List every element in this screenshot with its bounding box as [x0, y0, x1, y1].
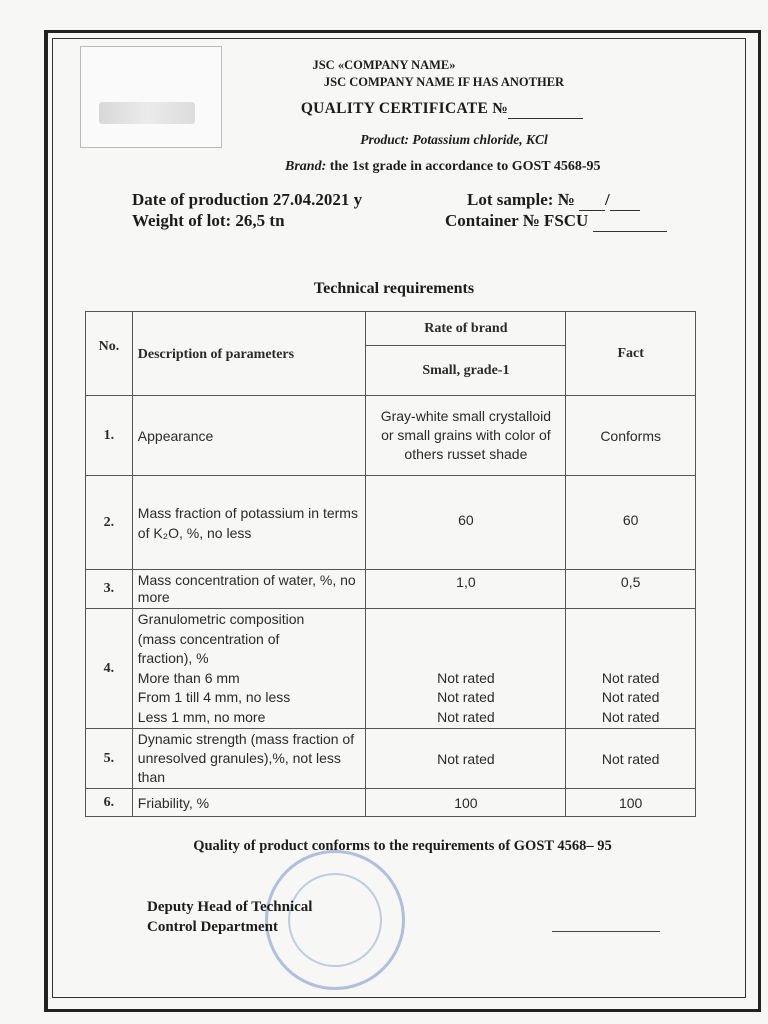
production-date: Date of production 27.04.2021 y — [132, 190, 363, 209]
table-header-row — [86, 312, 696, 346]
fact-line: Not rated — [601, 689, 660, 705]
row-rate: 100 — [366, 789, 566, 817]
desc-line: Less 1 mm, no more — [137, 708, 266, 725]
lot-sample-blank-1 — [579, 190, 605, 211]
rate-line: Not rated — [437, 708, 495, 725]
desc-line: (mass concentration of — [137, 630, 280, 647]
header-rate-sub: Small, grade-1 — [366, 346, 566, 396]
section-title: Technical requirements — [313, 280, 475, 297]
lot-sample — [467, 190, 640, 211]
row-fact-multiline — [566, 609, 696, 729]
signature-block — [147, 897, 312, 937]
table-row — [86, 789, 696, 817]
company-name: JSC «COMPANY NAME» — [312, 58, 456, 72]
row-fact: 60 — [566, 476, 696, 570]
product-line — [70, 132, 768, 148]
header-fact: Fact — [566, 312, 696, 396]
desc-line: More than 6 mm — [137, 669, 240, 686]
certificate-title — [58, 100, 768, 119]
row-rate: Gray-white small crystalloid or small grains with color of others russet shade — [366, 396, 566, 476]
brand-line — [285, 159, 601, 175]
row-rate: 60 — [366, 476, 566, 570]
signature-line — [552, 931, 660, 932]
rate-line: Not rated — [437, 669, 495, 686]
conformity-statement: Quality of product conforms to the requirements of GOST 4568– 95 — [193, 838, 612, 854]
row-description-multiline — [132, 609, 366, 729]
row-description: Mass concentration of water, %, no more — [132, 570, 366, 609]
container-label: Container № FSCU — [445, 211, 589, 230]
fact-line: Not rated — [601, 708, 660, 725]
row-no: 4. — [86, 609, 133, 729]
container-number — [445, 211, 667, 232]
lot-weight: Weight of lot: 26,5 tn — [132, 211, 285, 230]
row-fact: 0,5 — [566, 570, 696, 609]
row-no: 5. — [86, 729, 133, 789]
header-description: Description of parameters — [132, 312, 366, 396]
desc-line: fraction), % — [137, 650, 209, 666]
product-label: Product: — [360, 132, 409, 147]
technical-requirements-table — [85, 311, 696, 817]
fact-line: Not rated — [601, 669, 660, 686]
table-row — [86, 476, 696, 570]
header-rate-of-brand: Rate of brand — [366, 312, 566, 346]
desc-line: From 1 till 4 mm, no less — [137, 689, 291, 705]
row-description: Appearance — [132, 396, 366, 476]
row-fact: 100 — [566, 789, 696, 817]
lot-sample-blank-2 — [610, 190, 640, 211]
container-blank — [593, 211, 667, 232]
row-description: Dynamic strength (mass fraction of unresolved granules),%, not less than — [132, 729, 366, 789]
header-no: No. — [86, 312, 133, 396]
desc-line: Granulometric composition — [137, 611, 305, 627]
brand-value: the 1st grade in accordance to GOST 4568-95 — [329, 159, 601, 174]
row-rate: 1,0 — [366, 570, 566, 609]
row-rate-multiline — [366, 609, 566, 729]
row-fact: Not rated — [566, 729, 696, 789]
certificate-number-blank — [508, 100, 583, 119]
brand-label: Brand: — [285, 159, 327, 174]
certificate-title-text: QUALITY CERTIFICATE № — [300, 100, 509, 117]
row-description: Friability, % — [132, 789, 366, 817]
row-no: 1. — [86, 396, 133, 476]
table-row — [86, 729, 696, 789]
table-row — [86, 609, 696, 729]
table-row — [86, 570, 696, 609]
product-value: Potassium chloride, KCl — [412, 132, 548, 147]
company-name-alt: JSC COMPANY NAME IF HAS ANOTHER — [323, 75, 565, 89]
signature-title-line2: Control Department — [147, 919, 278, 935]
rate-line: Not rated — [437, 689, 495, 705]
row-rate: Not rated — [366, 729, 566, 789]
row-no: 2. — [86, 476, 133, 570]
row-fact: Conforms — [566, 396, 696, 476]
table-row — [86, 396, 696, 476]
row-description: Mass fraction of potassium in terms of K₂O, %, no less — [132, 476, 366, 570]
lot-sample-sep: / — [605, 190, 610, 209]
row-no: 3. — [86, 570, 133, 609]
lot-sample-label: Lot sample: № — [467, 190, 575, 209]
row-no: 6. — [86, 789, 133, 817]
signature-title-line1: Deputy Head of Technical — [147, 899, 313, 915]
